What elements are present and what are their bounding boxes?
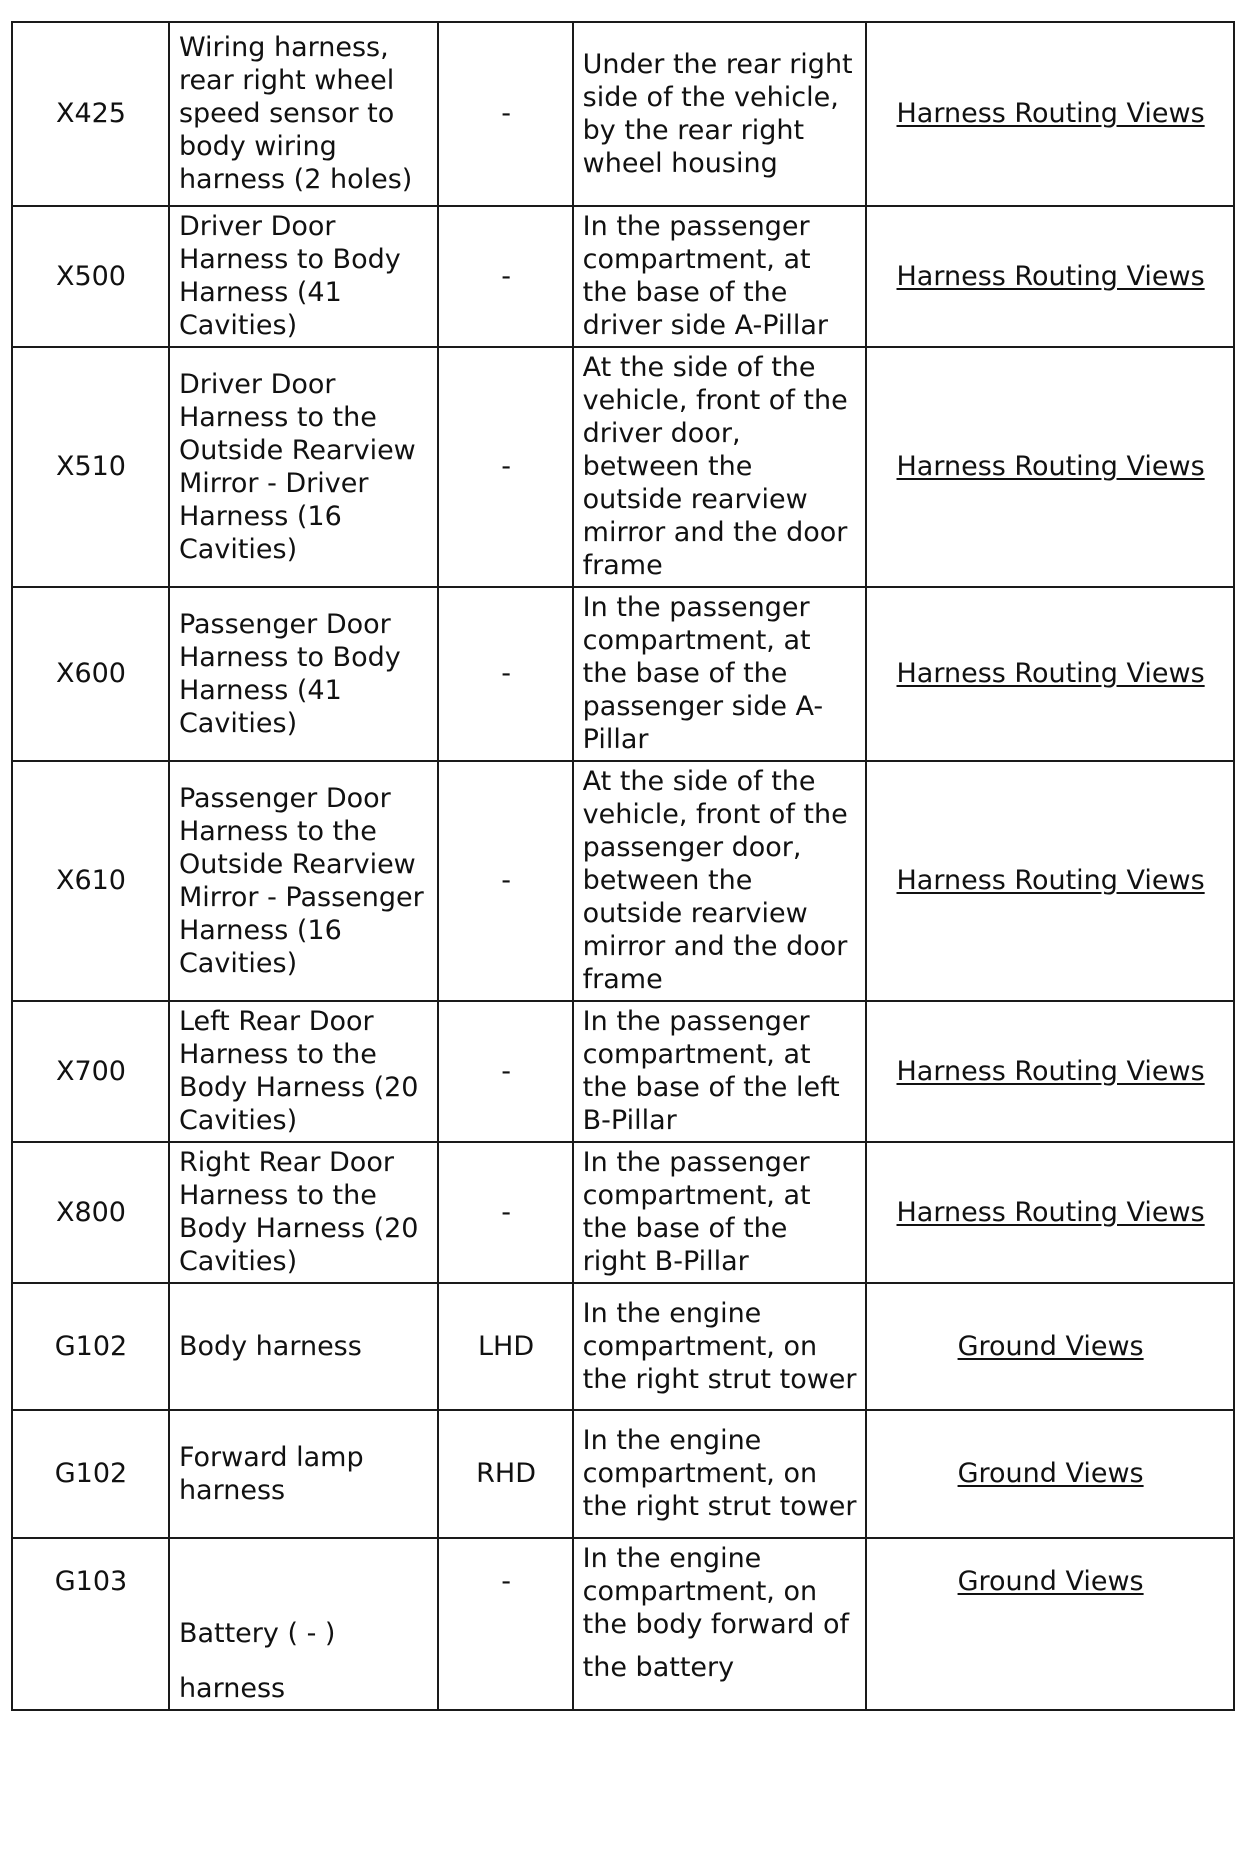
location-last-line: the battery — [582, 1652, 735, 1683]
connector-id: X800 — [12, 1142, 169, 1283]
harness-routing-views-link[interactable]: Harness Routing Views — [896, 260, 1205, 292]
connector-location: In the engine compartment, on the right strut tower — [573, 1410, 867, 1538]
connector-description: Right Rear Door Harness to the Body Harness (20 Cavities) — [169, 1142, 439, 1283]
connector-description: Wiring harness, rear right wheel speed sensor to body wiring harness (2 holes) — [169, 22, 439, 206]
harness-routing-views-link[interactable]: Harness Routing Views — [896, 658, 1205, 689]
ground-views-link[interactable]: Ground Views — [957, 1458, 1144, 1489]
connector-location: In the engine compartment, on the right strut tower — [573, 1283, 867, 1410]
harness-routing-views-link[interactable]: Harness Routing Views — [896, 1055, 1205, 1087]
connector-link-cell — [866, 1538, 1234, 1710]
connector-id: X425 — [12, 22, 169, 206]
harness-routing-views-link[interactable]: Harness Routing Views — [896, 1196, 1205, 1228]
connector-link-cell — [866, 1001, 1234, 1142]
connector-link-cell — [866, 347, 1234, 587]
connector-link-cell — [866, 206, 1234, 347]
connector-option: - — [438, 761, 572, 1001]
connector-location: In the passenger compartment, at the base of the left B-Pillar — [573, 1001, 867, 1142]
harness-routing-views-link[interactable]: Harness Routing Views — [896, 98, 1205, 129]
location-main: In the engine compartment, on the body forward of — [582, 1543, 850, 1640]
connector-option: - — [438, 1001, 572, 1142]
connector-link-cell — [866, 1283, 1234, 1410]
connector-description: Left Rear Door Harness to the Body Harness (20 Cavities) — [169, 1001, 439, 1142]
connector-option: - — [438, 206, 572, 347]
connector-link-cell — [866, 587, 1234, 761]
connector-id: X610 — [12, 761, 169, 1001]
connector-location: In the passenger compartment, at the base of the passenger side A-Pillar — [573, 587, 867, 761]
connector-location: In the passenger compartment, at the base of the right B-Pillar — [573, 1142, 867, 1283]
connector-id — [12, 1538, 169, 1710]
connector-location-text — [583, 1542, 858, 1684]
connector-description — [169, 1538, 439, 1710]
connector-id: G102 — [12, 1283, 169, 1410]
connector-location: At the side of the vehicle, front of the driver door, between the outside rearview mirror and the door frame — [573, 347, 867, 587]
connector-description: Driver Door Harness to Body Harness (41 Cavities) — [169, 206, 439, 347]
table-row — [12, 587, 1234, 761]
ground-views-link[interactable]: Ground Views — [957, 1330, 1144, 1362]
connector-description: Passenger Door Harness to Body Harness (41 Cavities) — [169, 587, 439, 761]
table-row — [12, 761, 1234, 1001]
connector-id: X600 — [12, 587, 169, 761]
connector-id: X510 — [12, 347, 169, 587]
connector-option: - — [438, 347, 572, 587]
connector-option: RHD — [438, 1410, 572, 1538]
connector-location: At the side of the vehicle, front of the passenger door, between the outside rearview mirror and the door frame — [573, 761, 867, 1001]
connector-link-cell — [866, 1142, 1234, 1283]
connector-table-body — [12, 22, 1234, 1710]
connector-link-cell — [866, 1410, 1234, 1538]
table-row — [12, 347, 1234, 587]
table-row — [12, 206, 1234, 347]
connector-link-cell — [866, 22, 1234, 206]
connector-location: In the passenger compartment, at the base of the driver side A-Pillar — [573, 206, 867, 347]
connector-option — [438, 1538, 572, 1710]
connector-description: Passenger Door Harness to the Outside Rearview Mirror - Passenger Harness (16 Cavities) — [169, 761, 439, 1001]
description-line-2: harness — [178, 1673, 286, 1704]
connector-option: - — [438, 1142, 572, 1283]
table-row — [12, 1001, 1234, 1142]
connector-table — [11, 21, 1235, 1711]
harness-routing-views-link[interactable]: Harness Routing Views — [896, 865, 1205, 896]
table-row — [12, 1410, 1234, 1538]
table-row — [12, 1142, 1234, 1283]
connector-description: Driver Door Harness to the Outside Rearview Mirror - Driver Harness (16 Cavities) — [169, 347, 439, 587]
connector-description: Forward lamp harness — [169, 1410, 439, 1538]
table-row — [12, 1538, 1234, 1710]
connector-id-text: G103 — [54, 1566, 128, 1597]
connector-description: Body harness — [169, 1283, 439, 1410]
connector-option: LHD — [438, 1283, 572, 1410]
connector-id: X500 — [12, 206, 169, 347]
harness-routing-views-link[interactable]: Harness Routing Views — [896, 451, 1205, 482]
table-row — [12, 1283, 1234, 1410]
table-row — [12, 22, 1234, 206]
description-line-1: Battery ( - ) — [178, 1618, 336, 1649]
connector-option: - — [438, 587, 572, 761]
connector-link-cell — [866, 761, 1234, 1001]
ground-views-link[interactable]: Ground Views — [957, 1566, 1144, 1597]
connector-option: - — [438, 22, 572, 206]
connector-description-text — [179, 1607, 430, 1705]
connector-id: G102 — [12, 1410, 169, 1538]
connector-location: Under the rear right side of the vehicle, by the rear right wheel housing — [573, 22, 867, 206]
connector-option-text: - — [501, 1566, 511, 1597]
connector-id: X700 — [12, 1001, 169, 1142]
connector-location — [573, 1538, 867, 1710]
